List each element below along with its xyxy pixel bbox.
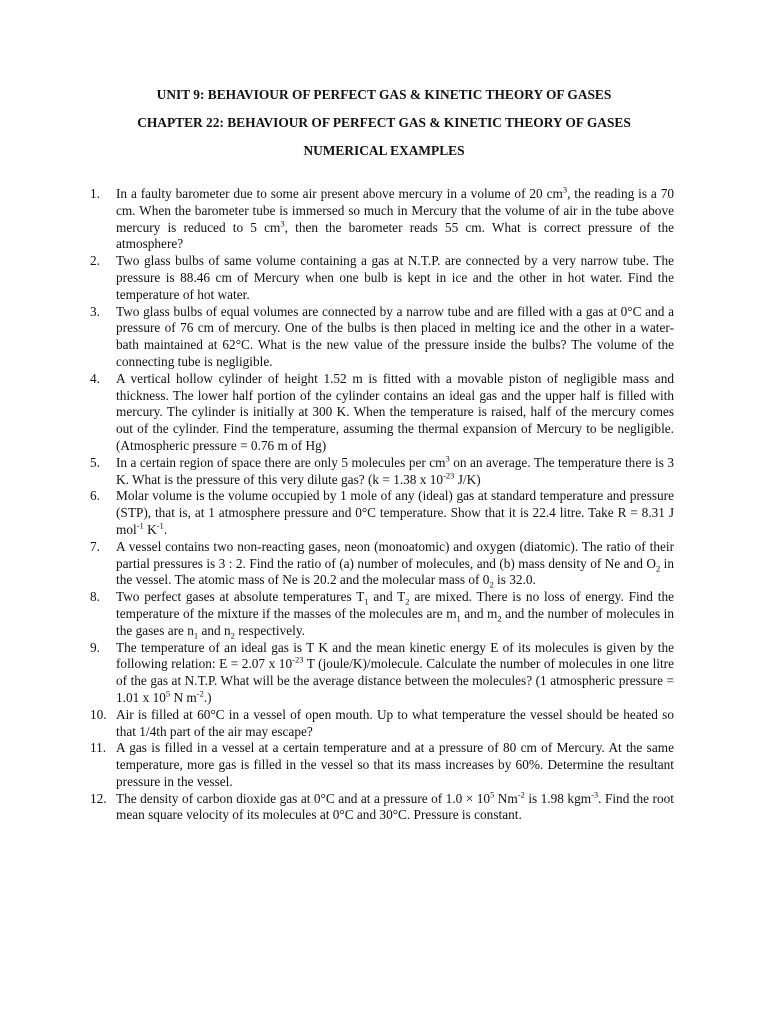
question-number: 11.: [90, 740, 107, 756]
question-item: [90, 640, 674, 707]
question-item: [90, 304, 674, 371]
question-item: [90, 539, 674, 589]
question-number: 8.: [90, 589, 100, 605]
question-text: The density of carbon dioxide gas at 0°C and at a pressure of $1.0 \times 10^5$ $Nm^{-2}$ is 1.98 kgm$^{-3}$. Find the root mean square velocity of its molecules at 0°C and 30°C. Pressure is constant.: [116, 789, 674, 823]
chapter-title: CHAPTER 22: BEHAVIOUR OF PERFECT GAS & KINETIC THEORY OF GASES: [137, 115, 631, 130]
question-number: 6.: [90, 488, 100, 504]
question-item: [90, 371, 674, 455]
questions-list: [90, 186, 674, 824]
question-number: 3.: [90, 303, 100, 319]
question-number: 2.: [90, 253, 100, 269]
question-text: In a certain region of space there are only 5 molecules per $cm^3$ on an average. The temperature there is 3 K. What is the pressure of this very dilute gas? (k = 1.38 x $10^{-23}$ J/K): [116, 453, 674, 487]
question-item: [90, 740, 674, 790]
question-number: 12.: [90, 790, 107, 806]
question-number: 7.: [90, 538, 100, 554]
question-item: [90, 791, 674, 825]
question-number: 4.: [90, 370, 100, 386]
question-text: The temperature of an ideal gas is T K and the mean kinetic energy E of its molecules is given by the following relation: E = 2.07 x $10^{-23}$ T (joule/K)/molecule. Calculate the number of molecules in one litre of the gas at N.T.P. What will be the average distance between the molecules? (1 atmospheric pressure = 1.01 x $10^5$ N $m^{-2}$.): [116, 639, 675, 705]
question-item: [90, 186, 674, 253]
question-text: In a faulty barometer due to some air present above mercury in a volume of 20 $cm^3$, the reading is a 70 cm. When the barometer tube is immersed so much in Mercury that the volume of air in the tube above mercury is reduced to 5 $cm^3$, then the barometer reads 55 cm. What is correct pressure of the atmosphere?: [116, 184, 674, 252]
question-number: 10.: [90, 706, 107, 722]
question-text: Two perfect gases at absolute temperatures $T_1$ and $T_2$ are mixed. There is no loss of energy. Find the temperature of the mixture if the masses of the molecules are $m_1$ and $m_2$ and the number of molecules in the gases are $n_1$ and $n_2$ respectively.: [116, 589, 674, 641]
question-number: 5.: [90, 454, 100, 470]
question-item: [90, 488, 674, 538]
question-text: Air is filled at 60°C in a vessel of open mouth. Up to what temperature the vessel should be heated so that 1/4th part of the air may escape?: [116, 706, 674, 739]
question-item: [90, 707, 674, 741]
section-title: NUMERICAL EXAMPLES: [303, 143, 465, 158]
question-text: A vertical hollow cylinder of height 1.52 m is fitted with a movable piston of negligible mass and thickness. The lower half portion of the cylinder contains an ideal gas and the upper half is filled with mercury. The cylinder is initially at 300 K. When the temperature is raised, half of the mercury comes out of the cylinder. Find the temperature, assuming the thermal expansion of Mercury to be negligible. (Atmospheric pressure = 0.76 m of Hg): [116, 370, 674, 453]
question-number: 1.: [90, 186, 100, 201]
question-number: 9.: [90, 639, 100, 655]
unit-title: UNIT 9: BEHAVIOUR OF PERFECT GAS & KINETIC THEORY OF GASES: [156, 87, 612, 102]
question-text: Two glass bulbs of equal volumes are connected by a narrow tube and are filled with a gas at 0°C and a pressure of 76 cm of mercury. One of the bulbs is then placed in melting ice and the other in a water-bath maintained at 62°C. What is the new value of the pressure inside the bulbs? The volume of the connecting tube is negligible.: [116, 303, 674, 369]
question-text: Molar volume is the volume occupied by 1 mole of any (ideal) gas at standard temperature and pressure (STP), that is, at 1 atmosphere pressure and 0°C temperature. Show that it is 22.4 litre. Take R = 8.31 J mol$^{-1}$ $K^{-1}$.: [116, 488, 674, 537]
question-item: [90, 253, 674, 303]
question-item: [90, 455, 674, 489]
question-text: A gas is filled in a vessel at a certain temperature and at a pressure of 80 cm of Mercury. At the same temperature, more gas is filled in the vessel so that its mass increases by 60%. Determine the resultant pressure in the vessel.: [116, 740, 674, 789]
question-item: [90, 589, 674, 639]
question-text: A vessel contains two non-reacting gases, neon (monoatomic) and oxygen (diatomic). The ratio of their partial pressures is 3 : 2. Find the ratio of (a) number of molecules, and (b) mass density of Ne and $O_2$ in the vessel. The atomic mass of Ne is 20.2 and the molecular mass of $0_2$ is 32.0.: [116, 538, 674, 590]
question-text: Two glass bulbs of same volume containing a gas at N.T.P. are connected by a very narrow tube. The pressure is 88.46 cm of Mercury when one bulb is kept in ice and the other in hot water. Find the temperature of hot water.: [116, 253, 674, 302]
